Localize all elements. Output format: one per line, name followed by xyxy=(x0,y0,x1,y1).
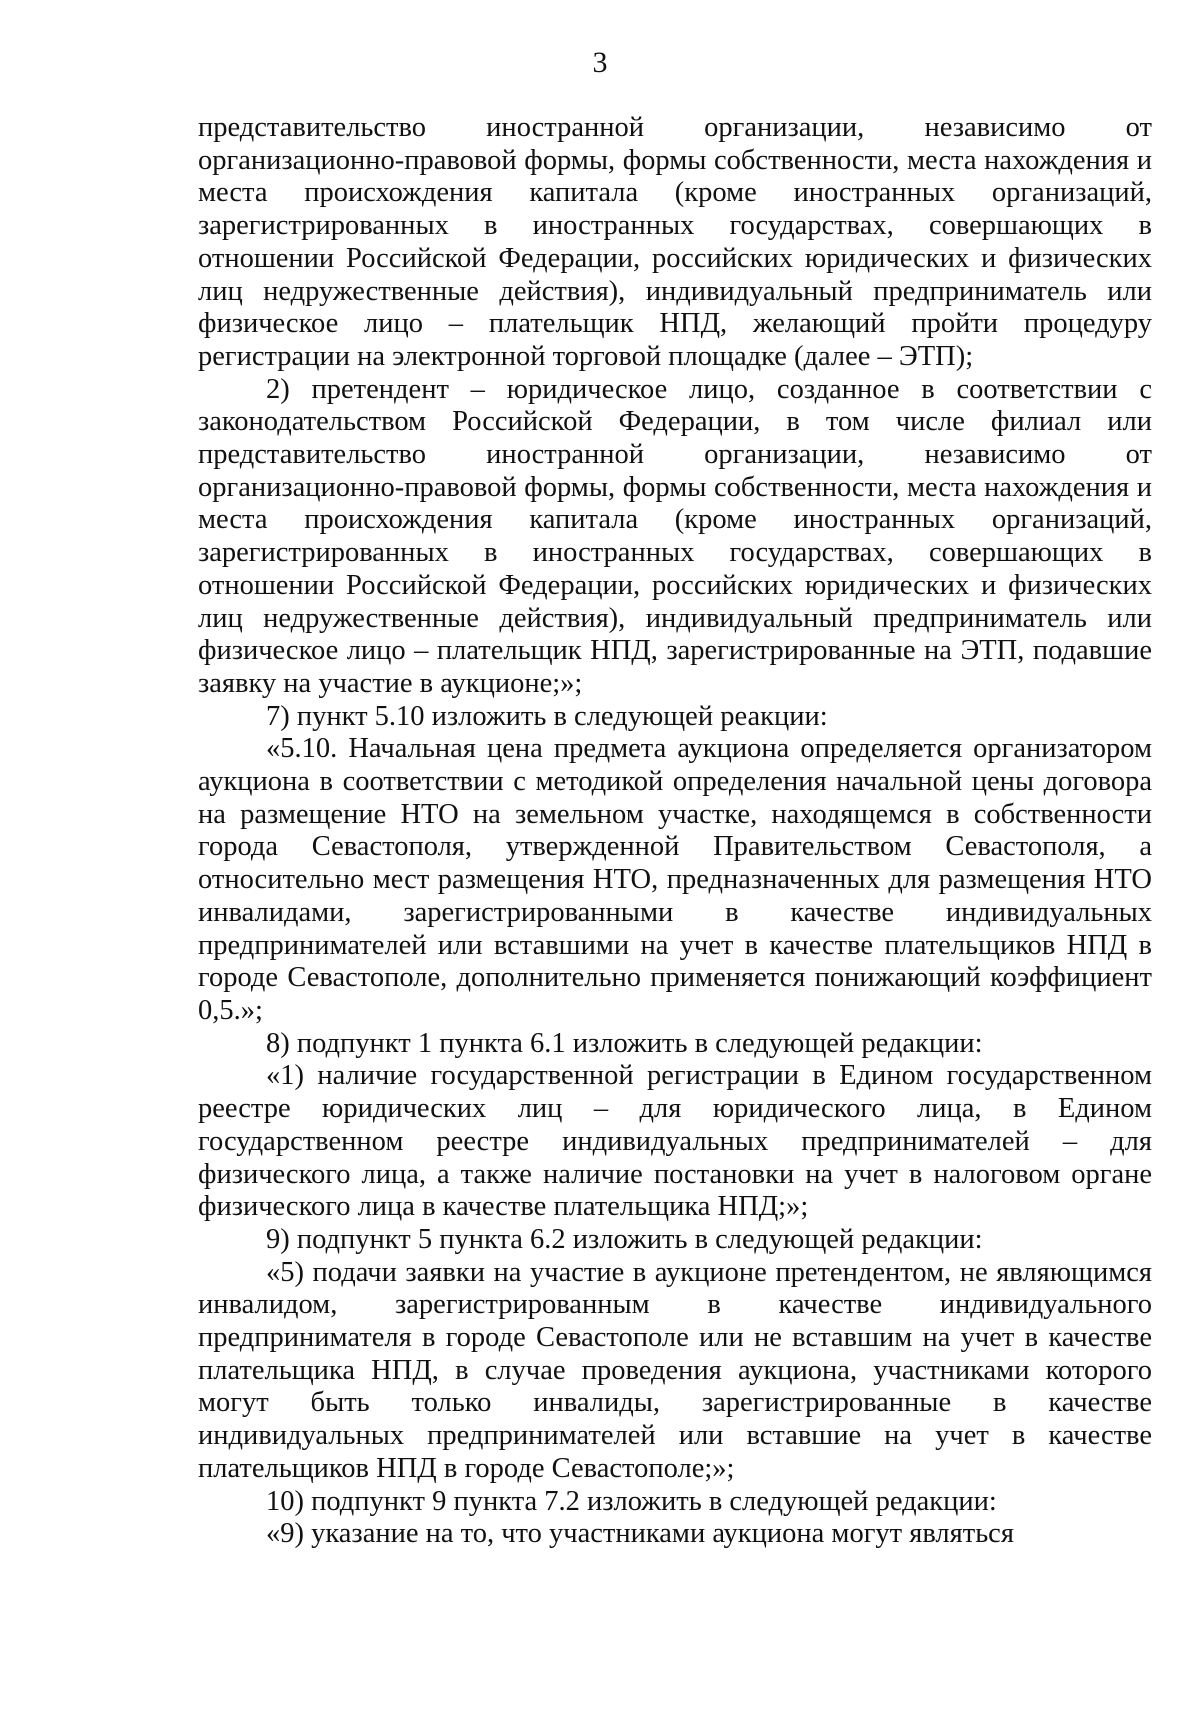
paragraph-subclause-5: «5) подачи заявки на участие в аукционе претендентом, не являющимся инвалидом, зарегистрированным в качестве индивидуального предпринимателя в городе Севастополе или не вставшим на учет в качестве плательщика НПД, в случае проведения аукциона, участниками которого могут быть только инвалиды, зарегистрированные в качестве индивидуальных предпринимателей или вставшие на учет в качестве плательщиков НПД в городе Севастополе;»; xyxy=(198,1256,1152,1484)
paragraph-amendment-9: 9) подпункт 5 пункта 6.2 изложить в следующей редакции: xyxy=(266,1223,983,1255)
paragraph-item-2-applicant: 2) претендент – юридическое лицо, созданное в соответствии с законодательством Российской Федерации, в том числе филиал или представительство иностранной организации, независимо от организационно-правовой формы, формы собственности, места нахождения и места происхождения капитала (кроме иностранных организаций, зарегистрированных в иностранных государствах, совершающих в отношении Российской Федерации, российских юридических и физических лиц недружественные действия), индивидуальный предприниматель или физическое лицо – плательщик НПД, зарегистрированные на ЭТП, подавшие заявку на участие в аукционе;»; xyxy=(198,373,1152,699)
paragraph-continuation: представительство иностранной организации, независимо от организационно-правовой формы, формы собственности, места нахождения и места происхождения капитала (кроме иностранных организаций, зарегистрированных в иностранных государствах, совершающих в отношении Российской Федерации, российских юридических и физических лиц недружественные действия), индивидуальный предприниматель или физическое лицо – плательщик НПД, желающий пройти процедуру регистрации на электронной торговой площадке (далее – ЭТП); xyxy=(198,112,1152,372)
page-number: 3 xyxy=(592,46,608,79)
document-body xyxy=(198,112,1152,1551)
paragraph-clause-5-10: «5.10. Начальная цена предмета аукциона определяется организатором аукциона в соответствии с методикой определения начальной цены договора на размещение НТО на земельном участке, находящемся в собственности города Севастополя, утвержденной Правительством Севастополя, а относительно мест размещения НТО, предназначенных для размещения НТО инвалидами, зарегистрированными в качестве индивидуальных предпринимателей или вставшими на учет в качестве плательщиков НПД в городе Севастополе, дополнительно применяется понижающий коэффициент 0,5.»; xyxy=(198,733,1152,1026)
paragraph-amendment-7: 7) пункт 5.10 изложить в следующей реакции: xyxy=(266,700,828,732)
paragraph-amendment-10: 10) подпункт 9 пункта 7.2 изложить в следующей редакции: xyxy=(266,1485,997,1517)
paragraph-subclause-9: «9) указание на то, что участниками аукциона могут являться xyxy=(266,1518,1014,1550)
paragraph-subclause-1: «1) наличие государственной регистрации в Едином государственном реестре юридических лиц – для юридического лица, в Едином государственном реестре индивидуальных предпринимателей – для физического лица, а также наличие постановки на учет в налоговом органе физического лица в качестве плательщика НПД;»; xyxy=(198,1060,1152,1223)
paragraph-amendment-8: 8) подпункт 1 пункта 6.1 изложить в следующей редакции: xyxy=(266,1027,983,1059)
